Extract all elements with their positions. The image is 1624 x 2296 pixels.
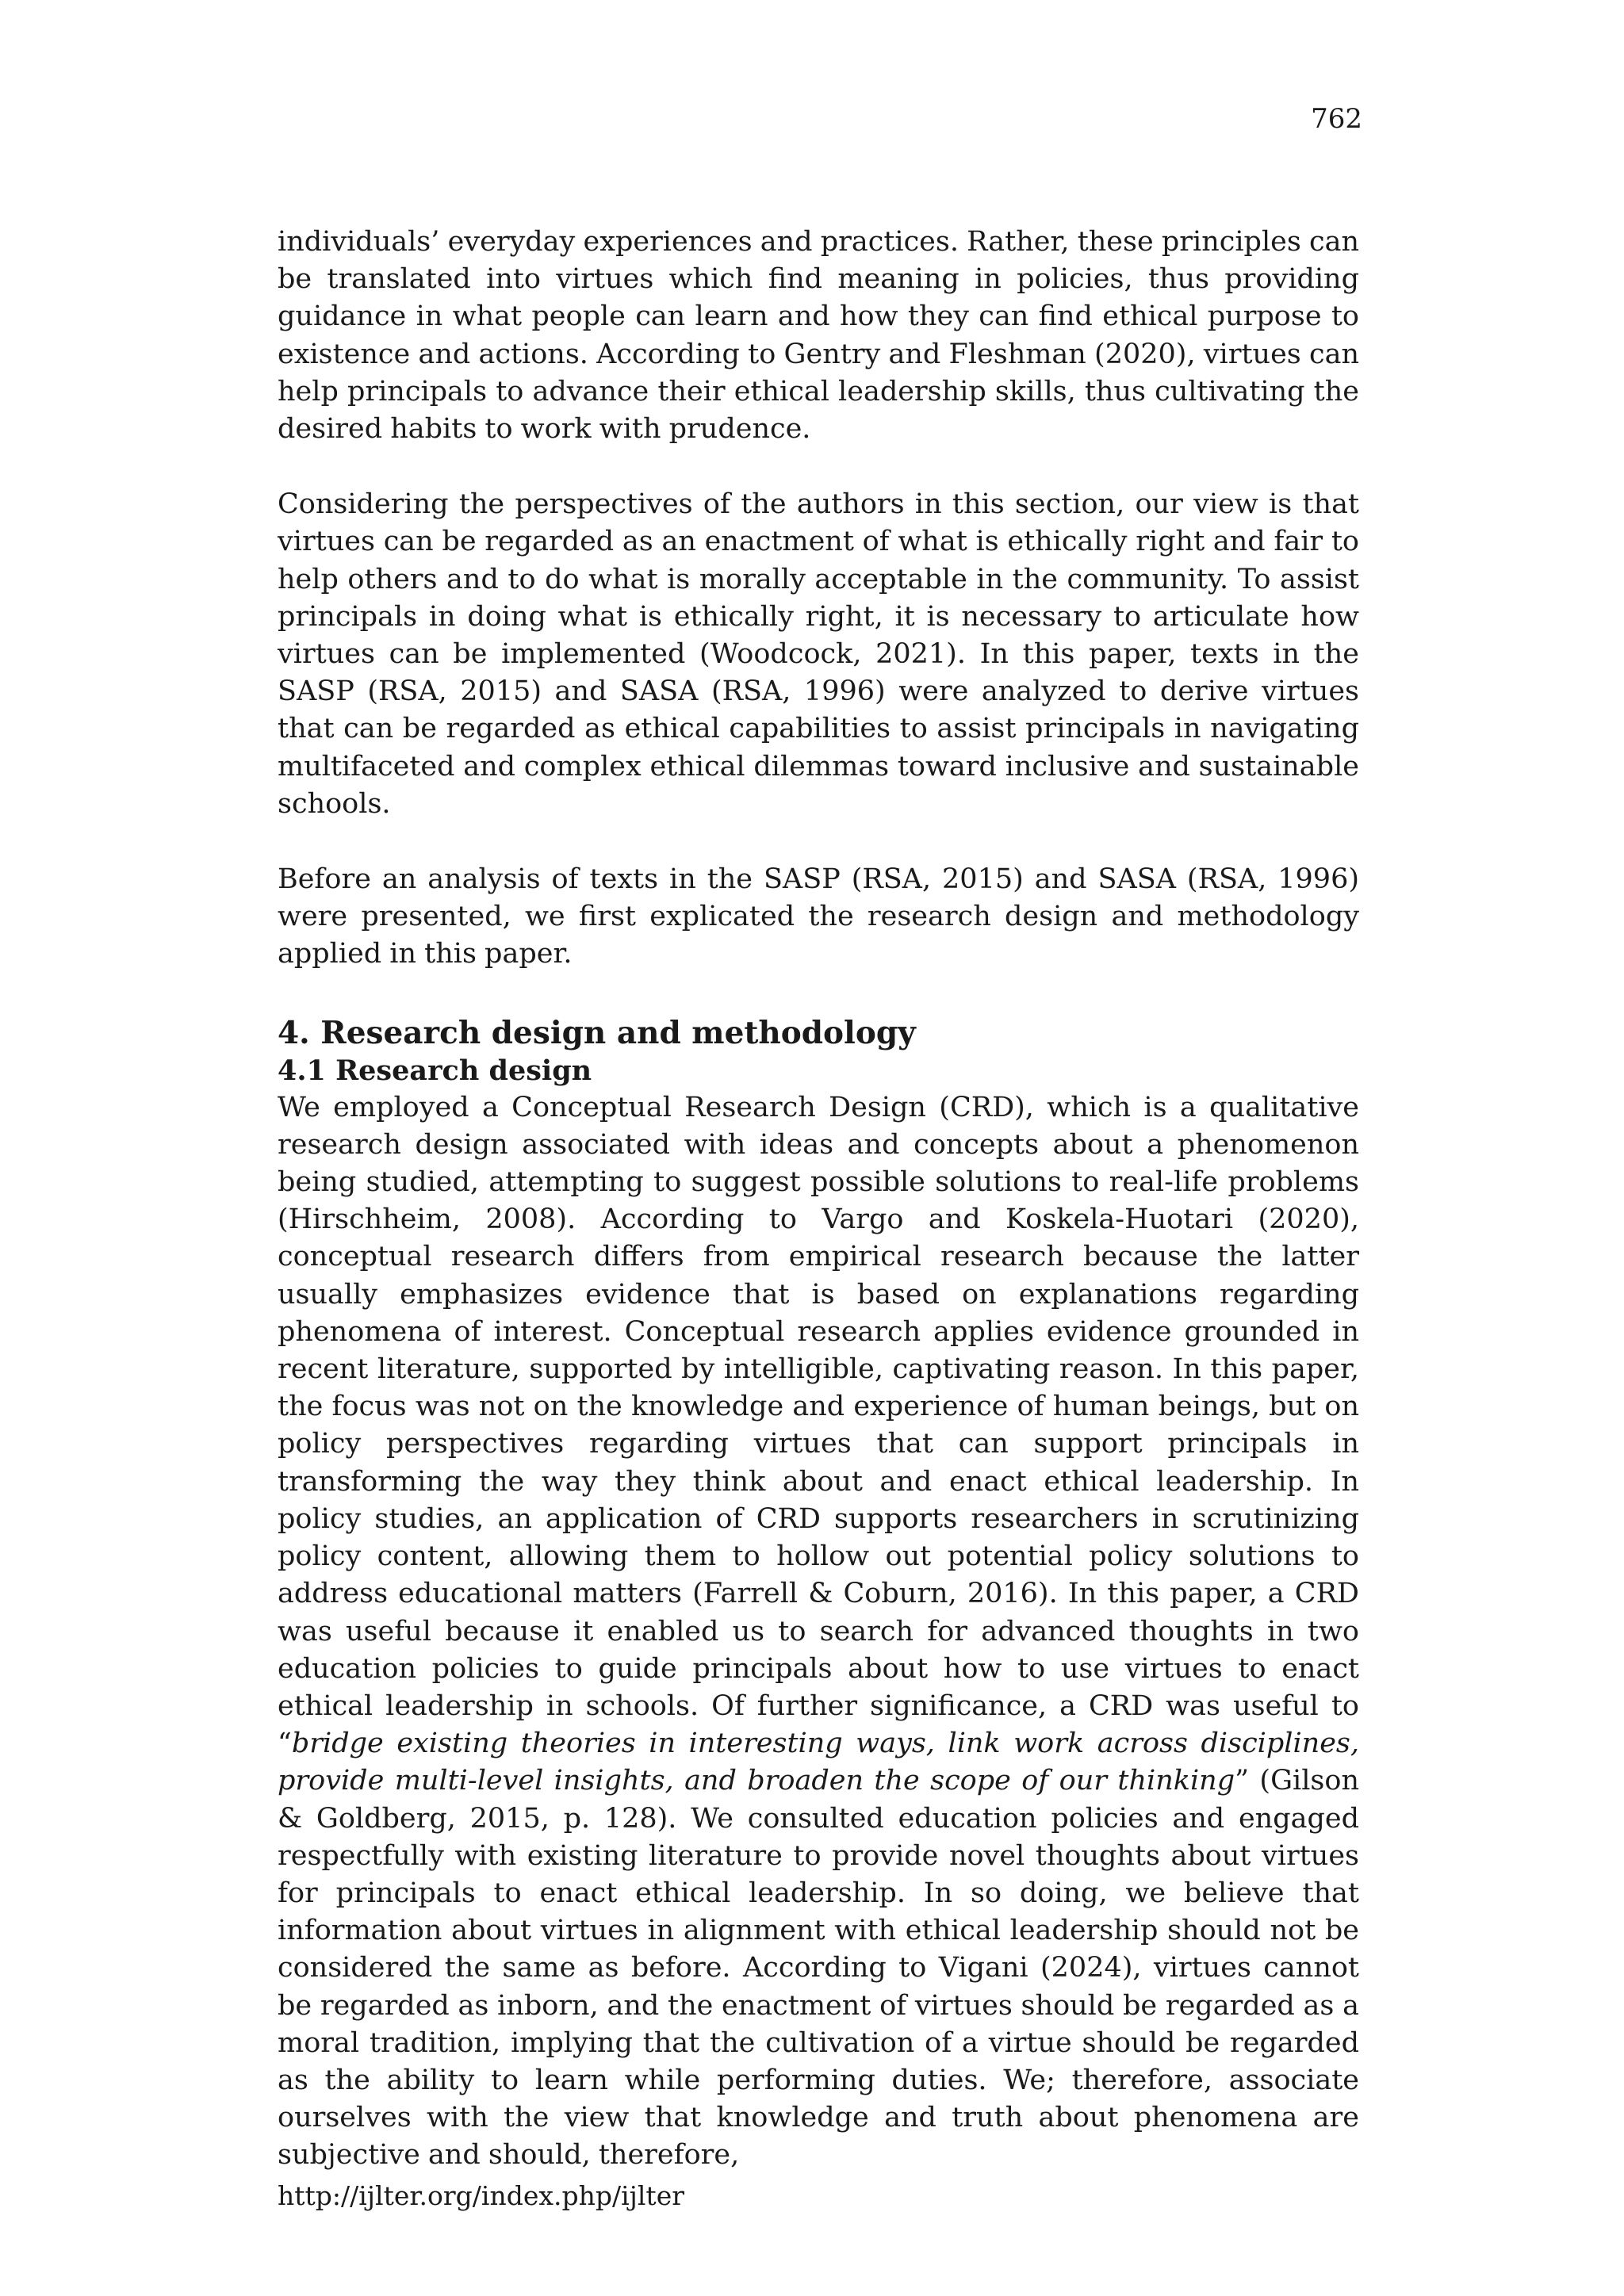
footer-url: http://ijlter.org/index.php/ijlter (278, 2180, 684, 2211)
page-number: 762 (1311, 103, 1362, 135)
research-design-text-end: ” (Gilson & Goldberg, 2015, p. 128). We consulted education policies and engaged respectfully with existing literature to provide novel thoughts about virtues for principals to enact ethical leadership. In so doing, we believe that information about virtues in alignment with ethical leadership should not be considered the same as before. According to Vigani (2024), virtues cannot be regarded as inborn, and the enactment of virtues should be regarded as a moral tradition, implying that the cultivation of a virtue should be regarded as the ability to learn while performing duties. We; therefore, associate ourselves with the view that knowledge and truth about phenomena are subjective and should, therefore, (278, 1765, 1359, 2172)
paragraph-research-design (278, 1089, 1359, 2175)
section-heading: 4. Research design and methodology (278, 1014, 916, 1051)
italic-quote: bridge existing theories in interesting ways, link work across disciplines, provide multi-level insights, and broaden the scope of our thinking (278, 1728, 1359, 1797)
research-design-text-start: We employed a Conceptual Research Design (CRD), which is a qualitative research design associated with ideas and concepts about a phenomenon being studied, attempting to suggest possible solutions to real-life problems (Hirschheim, 2008). According to Vargo and Koskela-Huotari (2020), conceptual research differs from empirical research because the latter usually emphasizes evidence that is based on explanations regarding phenomena of interest. Conceptual research applies evidence grounded in recent literature, supported by intelligible, captivating reason. In this paper, the focus was not on the knowledge and experience of human beings, but on policy perspectives regarding virtues that can support principals in transforming the way they think about and enact ethical leadership. In policy studies, an application of CRD supports researchers in scrutinizing policy content, allowing them to hollow out potential policy solutions to address educational matters (Farrell & Coburn, 2016). In this paper, a CRD was useful because it enabled us to search for advanced thoughts in two education policies to guide principals about how to use virtues to enact ethical leadership in schools. Of further significance, a CRD was useful to “ (278, 1091, 1359, 1760)
page-body (278, 224, 1359, 2175)
subsection-heading: 4.1 Research design (278, 1054, 592, 1087)
paragraph-continuation: individuals’ everyday experiences and practices. Rather, these principles can be translated into virtues which find meaning in policies, thus providing guidance in what people can learn and how they can find ethical purpose to existence and actions. According to Gentry and Fleshman (2020), virtues can help principals to advance their ethical leadership skills, thus cultivating the desired habits to work with prudence. (278, 226, 1359, 446)
paragraph-before-analysis: Before an analysis of texts in the SASP (RSA, 2015) and SASA (RSA, 1996) were presented, we first explicated the research design and methodology applied in this paper. (278, 863, 1359, 970)
paragraph-perspectives: Considering the perspectives of the authors in this section, our view is that virtues can be regarded as an enactment of what is ethically right and fair to help others and to do what is morally acceptable in the community. To assist principals in doing what is ethically right, it is necessary to articulate how virtues can be implemented (Woodcock, 2021). In this paper, texts in the SASP (RSA, 2015) and SASA (RSA, 1996) were analyzed to derive virtues that can be regarded as ethical capabilities to assist principals in navigating multifaceted and complex ethical dilemmas toward inclusive and sustainable schools. (278, 488, 1359, 820)
